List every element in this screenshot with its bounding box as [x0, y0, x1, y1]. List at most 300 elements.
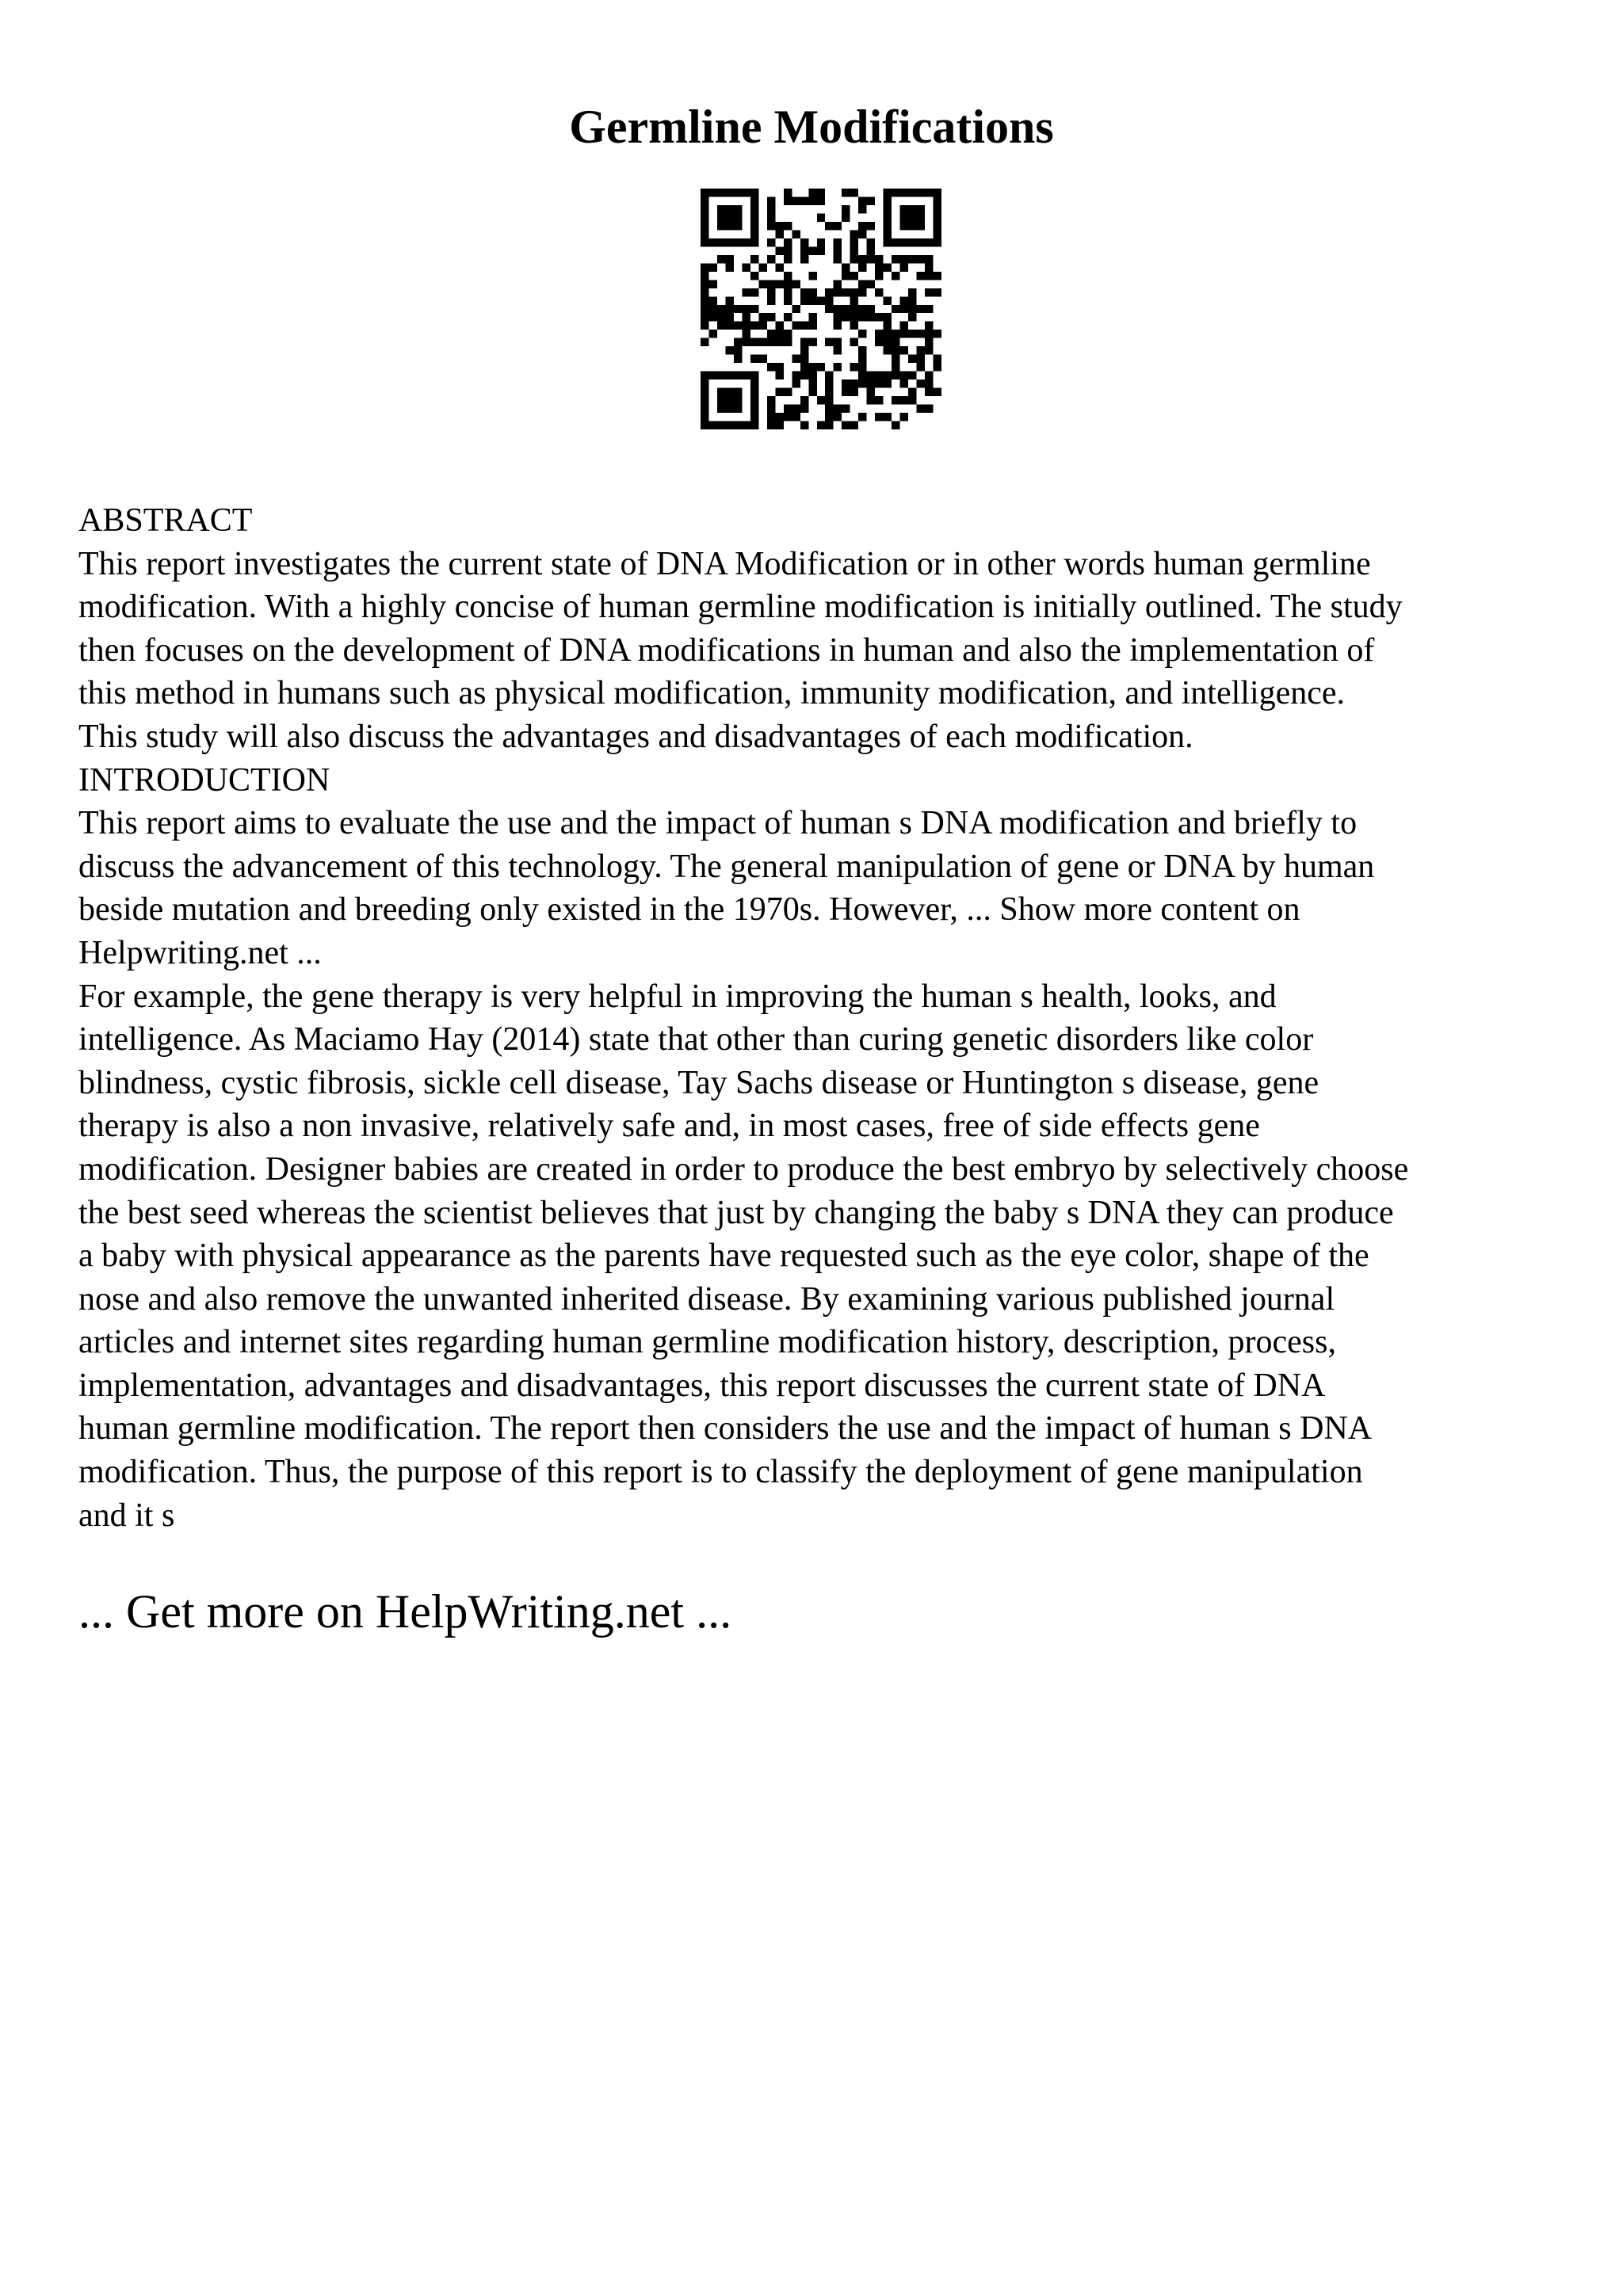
qr-module: [708, 189, 716, 196]
qr-module: [750, 413, 758, 421]
qr-module: [850, 305, 858, 313]
qr-module: [858, 280, 866, 288]
qr-module: [734, 346, 742, 354]
qr-module: [834, 280, 842, 288]
qr-module: [808, 388, 816, 396]
qr-module: [717, 396, 725, 404]
qr-module: [701, 388, 708, 396]
qr-module: [775, 388, 783, 396]
qr-module: [792, 322, 800, 330]
qr-module: [767, 288, 775, 296]
qr-module: [850, 230, 858, 238]
qr-module: [817, 396, 825, 404]
qr-module: [858, 222, 866, 230]
qr-module: [875, 313, 883, 321]
qr-module: [875, 338, 883, 346]
qr-module: [800, 255, 808, 263]
qr-module: [850, 272, 858, 280]
qr-module: [867, 396, 875, 404]
qr-module: [842, 263, 850, 271]
qr-module: [842, 213, 850, 221]
qr-module: [934, 355, 941, 363]
qr-module: [767, 396, 775, 404]
qr-module: [717, 305, 725, 313]
body-paragraph-line: intelligence. As Maciamo Hay (2014) state that other than curing genetic disorders like color: [78, 1021, 1314, 1058]
qr-module: [925, 189, 933, 196]
qr-module: [917, 272, 925, 280]
qr-module: [742, 421, 750, 429]
abstract-text-line: then focuses on the development of DNA modifications in human and also the implementation of: [78, 631, 1375, 669]
qr-module: [908, 372, 916, 379]
qr-module: [875, 372, 883, 379]
qr-module: [817, 238, 825, 246]
qr-module: [934, 222, 941, 230]
qr-module: [800, 296, 808, 304]
section-heading-abstract: ABSTRACT: [78, 502, 253, 539]
qr-module: [750, 255, 758, 263]
qr-module: [725, 388, 733, 396]
qr-module: [750, 272, 758, 280]
qr-module: [925, 372, 933, 379]
qr-module: [767, 280, 775, 288]
qr-module: [742, 322, 750, 330]
qr-module: [767, 313, 775, 321]
qr-module: [808, 363, 816, 371]
qr-module: [900, 330, 908, 338]
qr-module: [908, 222, 916, 230]
qr-module: [834, 246, 842, 254]
qr-module: [867, 246, 875, 254]
qr-module: [892, 372, 899, 379]
qr-module: [742, 238, 750, 246]
page-title: Germline Modifications: [569, 101, 1054, 153]
qr-module: [725, 421, 733, 429]
qr-module: [934, 388, 941, 396]
qr-module: [825, 305, 833, 313]
qr-module: [701, 263, 708, 271]
qr-module: [725, 189, 733, 196]
qr-module: [708, 313, 716, 321]
qr-module: [701, 322, 708, 330]
qr-module: [808, 338, 816, 346]
qr-module: [850, 189, 858, 196]
qr-module: [800, 405, 808, 413]
qr-module: [925, 322, 933, 330]
qr-module: [908, 388, 916, 396]
qr-module: [750, 196, 758, 204]
qr-module: [834, 405, 842, 413]
qr-module: [725, 322, 733, 330]
qr-module: [917, 405, 925, 413]
qr-module: [884, 189, 892, 196]
qr-module: [917, 255, 925, 263]
qr-module: [917, 305, 925, 313]
qr-module: [884, 296, 892, 304]
qr-module: [767, 421, 775, 429]
qr-module: [808, 272, 816, 280]
qr-module: [834, 305, 842, 313]
qr-module: [867, 238, 875, 246]
qr-module: [725, 263, 733, 271]
qr-module: [750, 421, 758, 429]
qr-module: [734, 396, 742, 404]
qr-module: [875, 263, 883, 271]
qr-module: [725, 346, 733, 354]
qr-module: [717, 238, 725, 246]
qr-module: [792, 355, 800, 363]
qr-module: [925, 388, 933, 396]
qr-module: [817, 246, 825, 254]
qr-module: [800, 338, 808, 346]
qr-module: [792, 372, 800, 379]
qr-module: [708, 296, 716, 304]
qr-module: [858, 313, 866, 321]
qr-module: [750, 205, 758, 213]
body-paragraph-line: For example, the gene therapy is very helpful in improving the human s health, looks, and: [78, 978, 1277, 1015]
qr-module: [858, 363, 866, 371]
qr-module: [842, 379, 850, 387]
qr-module: [834, 222, 842, 230]
qr-module: [908, 205, 916, 213]
qr-module: [867, 255, 875, 263]
qr-module: [892, 255, 899, 263]
qr-module: [725, 313, 733, 321]
qr-module: [742, 338, 750, 346]
qr-module: [900, 322, 908, 330]
introduction-text-line: discuss the advancement of this technology. The general manipulation of gene or DNA by human: [78, 848, 1375, 885]
qr-module: [875, 413, 883, 421]
qr-module: [775, 330, 783, 338]
qr-module: [900, 213, 908, 221]
qr-module: [784, 288, 792, 296]
qr-module: [842, 205, 850, 213]
get-more-link[interactable]: ... Get more on HelpWriting.net ...: [78, 1585, 732, 1638]
qr-module: [734, 421, 742, 429]
qr-module: [725, 305, 733, 313]
body-paragraph-line: nose and also remove the unwanted inherited disease. By examining various published journal: [78, 1280, 1335, 1318]
qr-module: [825, 421, 833, 429]
qr-module: [900, 413, 908, 421]
qr-module: [775, 338, 783, 346]
qr-module: [784, 330, 792, 338]
qr-module: [884, 263, 892, 271]
qr-module: [834, 238, 842, 246]
qr-module: [775, 363, 783, 371]
qr-module: [767, 222, 775, 230]
qr-module: [917, 379, 925, 387]
qr-module: [850, 363, 858, 371]
qr-module: [900, 372, 908, 379]
qr-module: [775, 230, 783, 238]
qr-module: [917, 330, 925, 338]
qr-module: [917, 205, 925, 213]
qr-module: [917, 222, 925, 230]
qr-module: [934, 363, 941, 371]
qr-module: [858, 346, 866, 354]
qr-module: [917, 363, 925, 371]
qr-module: [725, 255, 733, 263]
introduction-text-line: Helpwriting.net ...: [78, 934, 322, 971]
qr-module: [784, 280, 792, 288]
qr-module: [701, 379, 708, 387]
body-paragraph-line: modification. Thus, the purpose of this report is to classify the deployment of gene manipulation: [78, 1454, 1363, 1491]
qr-module: [800, 421, 808, 429]
qr-module: [767, 205, 775, 213]
qr-module: [892, 305, 899, 313]
introduction-text-line: beside mutation and breeding only existed in the 1970s. However, ... Show more content on: [78, 891, 1300, 929]
qr-module: [742, 313, 750, 321]
qr-module: [884, 330, 892, 338]
qr-module: [825, 388, 833, 396]
qr-module: [808, 246, 816, 254]
qr-module: [708, 330, 716, 338]
qr-module: [701, 288, 708, 296]
qr-module: [867, 313, 875, 321]
qr-module: [800, 246, 808, 254]
qr-module: [808, 372, 816, 379]
qr-module: [717, 313, 725, 321]
qr-module: [750, 355, 758, 363]
qr-module: [850, 296, 858, 304]
body-paragraph-line: a baby with physical appearance as the parents have requested such as the eye color, shape of the: [78, 1238, 1369, 1275]
qr-module: [825, 372, 833, 379]
qr-module: [842, 189, 850, 196]
qr-module: [792, 280, 800, 288]
qr-module: [701, 222, 708, 230]
qr-module: [875, 396, 883, 404]
qr-module: [884, 322, 892, 330]
qr-module: [908, 296, 916, 304]
qr-module: [767, 363, 775, 371]
qr-module: [925, 346, 933, 354]
qr-module: [892, 421, 899, 429]
qr-module: [792, 405, 800, 413]
qr-module: [817, 196, 825, 204]
qr-module: [825, 288, 833, 296]
qr-module: [875, 255, 883, 263]
qr-module: [934, 189, 941, 196]
qr-module: [842, 388, 850, 396]
qr-module: [792, 196, 800, 204]
qr-module: [792, 305, 800, 313]
qr-module: [701, 313, 708, 321]
qr-module: [817, 296, 825, 304]
qr-module: [884, 230, 892, 238]
qr-module: [742, 330, 750, 338]
qr-module: [900, 379, 908, 387]
qr-module: [742, 263, 750, 271]
qr-module: [917, 213, 925, 221]
qr-module: [717, 222, 725, 230]
abstract-text-line: This report investigates the current state of DNA Modification or in other words human germline: [78, 545, 1371, 582]
qr-module: [884, 338, 892, 346]
qr-module: [750, 189, 758, 196]
qr-module: [834, 346, 842, 354]
qr-module: [742, 189, 750, 196]
qr-module: [767, 238, 775, 246]
qr-module: [867, 372, 875, 379]
qr-module: [892, 330, 899, 338]
qr-module: [734, 338, 742, 346]
qr-module: [808, 322, 816, 330]
qr-module: [908, 189, 916, 196]
qr-code-icon[interactable]: [701, 189, 941, 429]
body-paragraph-line: the best seed whereas the scientist believes that just by changing the baby s DNA they can produce: [78, 1194, 1394, 1231]
qr-module: [884, 379, 892, 387]
qr-module: [767, 338, 775, 346]
qr-module: [842, 421, 850, 429]
qr-module: [917, 355, 925, 363]
qr-module: [725, 205, 733, 213]
qr-module: [850, 388, 858, 396]
qr-module: [708, 238, 716, 246]
qr-module: [858, 263, 866, 271]
qr-module: [784, 189, 792, 196]
body-text: [78, 499, 1568, 1537]
qr-module: [767, 330, 775, 338]
qr-module: [842, 272, 850, 280]
qr-module: [884, 346, 892, 354]
qr-module: [908, 313, 916, 321]
qr-module: [734, 388, 742, 396]
qr-module: [892, 272, 899, 280]
qr-module: [825, 396, 833, 404]
qr-module: [875, 272, 883, 280]
qr-module: [892, 355, 899, 363]
qr-module: [784, 246, 792, 254]
qr-module: [858, 372, 866, 379]
qr-module: [750, 379, 758, 387]
abstract-text-line: modification. With a highly concise of human germline modification is initially outlined. The study: [78, 589, 1403, 626]
qr-module: [734, 322, 742, 330]
qr-module: [800, 363, 808, 371]
qr-module: [917, 238, 925, 246]
qr-module: [834, 255, 842, 263]
qr-module: [900, 346, 908, 354]
qr-module: [750, 238, 758, 246]
qr-module: [775, 413, 783, 421]
qr-module: [784, 313, 792, 321]
qr-module: [917, 346, 925, 354]
qr-module: [750, 230, 758, 238]
qr-module: [734, 238, 742, 246]
qr-module: [725, 213, 733, 221]
qr-module: [784, 413, 792, 421]
qr-module: [884, 313, 892, 321]
qr-module: [750, 322, 758, 330]
qr-module: [800, 238, 808, 246]
qr-module: [800, 355, 808, 363]
qr-module: [758, 355, 766, 363]
qr-module: [850, 238, 858, 246]
qr-module: [717, 322, 725, 330]
qr-module: [892, 346, 899, 354]
qr-module: [708, 372, 716, 379]
qr-module: [701, 413, 708, 421]
qr-module: [850, 421, 858, 429]
qr-module: [925, 263, 933, 271]
qr-module: [925, 255, 933, 263]
qr-module: [850, 379, 858, 387]
qr-module: [892, 396, 899, 404]
qr-module: [767, 255, 775, 263]
qr-module: [875, 379, 883, 387]
qr-module: [892, 189, 899, 196]
qr-module: [784, 296, 792, 304]
qr-module: [734, 213, 742, 221]
qr-module: [834, 413, 842, 421]
qr-module: [717, 213, 725, 221]
qr-module: [784, 222, 792, 230]
qr-module: [934, 288, 941, 296]
qr-module: [701, 338, 708, 346]
qr-module: [725, 222, 733, 230]
qr-module: [717, 405, 725, 413]
qr-module: [784, 255, 792, 263]
qr-module: [792, 379, 800, 387]
qr-module: [858, 330, 866, 338]
qr-module: [784, 338, 792, 346]
qr-module: [701, 189, 708, 196]
qr-module: [858, 230, 866, 238]
qr-module: [750, 396, 758, 404]
qr-module: [808, 288, 816, 296]
qr-module: [725, 405, 733, 413]
qr-module: [900, 189, 908, 196]
qr-module: [842, 288, 850, 296]
abstract-text-line: This study will also discuss the advantages and disadvantages of each modification.: [78, 718, 1193, 755]
qr-module: [908, 238, 916, 246]
qr-module: [775, 263, 783, 271]
qr-module: [892, 363, 899, 371]
qr-module: [858, 413, 866, 421]
qr-module: [734, 305, 742, 313]
qr-module: [725, 238, 733, 246]
qr-module: [858, 379, 866, 387]
qr-module: [734, 205, 742, 213]
qr-module: [742, 372, 750, 379]
qr-module: [825, 222, 833, 230]
qr-module: [900, 238, 908, 246]
qr-module: [717, 205, 725, 213]
qr-module: [808, 379, 816, 387]
qr-module: [900, 305, 908, 313]
qr-module: [800, 346, 808, 354]
qr-module: [850, 288, 858, 296]
qr-module: [701, 230, 708, 238]
qr-module: [725, 396, 733, 404]
qr-module: [934, 205, 941, 213]
qr-module: [800, 372, 808, 379]
qr-module: [701, 213, 708, 221]
body-paragraph-line: human germline modification. The report then considers the use and the impact of human s DNA: [78, 1410, 1373, 1447]
qr-module: [867, 379, 875, 387]
qr-module: [925, 288, 933, 296]
qr-module: [784, 238, 792, 246]
qr-module: [842, 305, 850, 313]
qr-module: [867, 280, 875, 288]
qr-module: [858, 288, 866, 296]
qr-module: [750, 305, 758, 313]
qr-module: [858, 196, 866, 204]
qr-module: [750, 213, 758, 221]
qr-module: [800, 396, 808, 404]
qr-module: [892, 338, 899, 346]
qr-module: [701, 196, 708, 204]
section-heading-introduction: INTRODUCTION: [78, 761, 330, 799]
qr-module: [884, 413, 892, 421]
qr-module: [775, 322, 783, 330]
